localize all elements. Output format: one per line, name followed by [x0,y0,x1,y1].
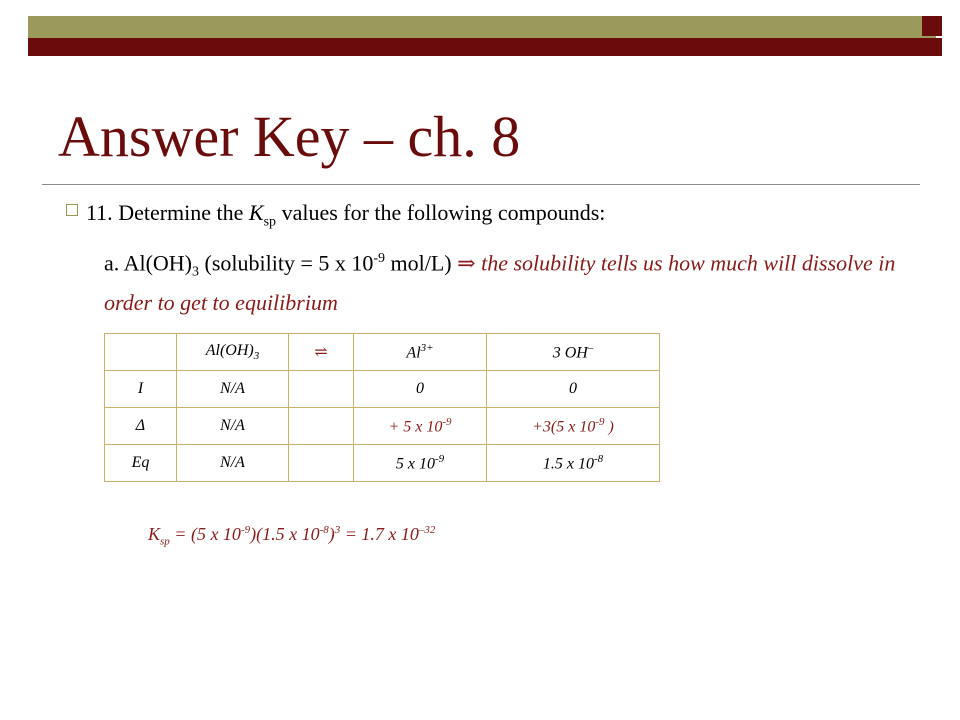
ksp-subscript: sp [263,214,277,230]
header-ion1: Al [406,344,421,362]
ice-row-equilibrium [105,445,660,482]
ksp-part1: = (5 x 10 [169,524,241,544]
row-ion2-value: +3(5 x 10 [532,418,596,436]
part-a-text [104,244,904,318]
row-ion1-value: + 5 x 10 [388,418,443,436]
equilibrium-arrow-icon: ⇌ [289,334,354,371]
question-number: 11. [86,200,113,225]
corner-square-bottom [922,38,942,56]
row-ion1 [354,445,487,482]
header-ion2: 3 OH [552,344,588,362]
ksp-exp3: 3 [334,524,341,536]
part-a-compound: Al(OH) [123,250,192,276]
row-ion2-exponent: -9 [595,415,605,428]
ksp-k-sub: sp [160,535,170,548]
part-a-label: a. [104,250,120,276]
ksp-part2: )(1.5 x 10 [250,524,320,544]
ice-row-initial [105,371,660,408]
square-bullet-icon [66,204,78,216]
maroon-stripe [28,38,936,56]
header-reactant-cell [177,334,289,371]
olive-stripe [28,16,936,38]
row-ion1: 0 [354,371,487,408]
row-label: Δ [105,408,177,445]
top-decorative-bar [28,16,936,56]
title-divider [42,184,920,185]
header-reactant: Al(OH) [205,341,254,359]
row-arrow-blank [289,408,354,445]
ksp-part3: ) [328,524,335,544]
ksp-exp4: –32 [418,524,436,536]
header-reactant-sub: 3 [253,350,260,363]
row-reactant: N/A [177,445,289,482]
solubility-exponent: -9 [373,251,386,266]
solubility-post: mol/L) [390,250,452,276]
ksp-exp1: -9 [240,524,251,536]
ice-header-row [105,334,660,371]
header-ion2-cell [487,334,660,371]
row-reactant: N/A [177,408,289,445]
header-ion1-charge: 3+ [420,341,434,354]
solubility-note: the solubility tells us how much will dissolve in order to get to equilibrium [104,250,896,315]
ksp-exp2: -8 [319,524,329,536]
row-reactant: N/A [177,371,289,408]
row-ion1-value: 5 x 10 [395,455,435,473]
row-ion2: 0 [487,371,660,408]
row-ion2-exponent: -8 [593,452,604,465]
question-pre: Determine the [118,200,244,225]
header-ion2-charge: – [587,341,594,354]
row-ion1-exponent: -9 [442,415,452,428]
ice-table [104,333,660,482]
row-ion1 [354,408,487,445]
row-label: I [105,371,177,408]
row-ion2-close: ) [604,418,614,436]
corner-square-top [922,16,942,36]
question-text [86,200,605,231]
row-ion2 [487,408,660,445]
implies-arrow-icon: ⇒ [457,250,476,276]
ksp-part4: = 1.7 x 10 [340,524,419,544]
ice-row-change [105,408,660,445]
row-arrow-blank [289,371,354,408]
header-ion1-cell [354,334,487,371]
row-ion2-value: 1.5 x 10 [542,455,594,473]
row-ion2 [487,445,660,482]
header-blank-cell [105,334,177,371]
ksp-k: K [148,524,161,544]
ksp-equation [148,524,435,548]
part-a-compound-sub: 3 [192,264,199,280]
question-post: values for the following compounds: [281,200,606,225]
row-label: Eq [105,445,177,482]
slide-title: Answer Key – ch. 8 [58,104,521,169]
solubility-pre: (solubility = 5 x 10 [204,250,374,276]
row-ion1-exponent: -9 [434,452,445,465]
row-arrow-blank [289,445,354,482]
ksp-symbol: K [248,200,264,225]
